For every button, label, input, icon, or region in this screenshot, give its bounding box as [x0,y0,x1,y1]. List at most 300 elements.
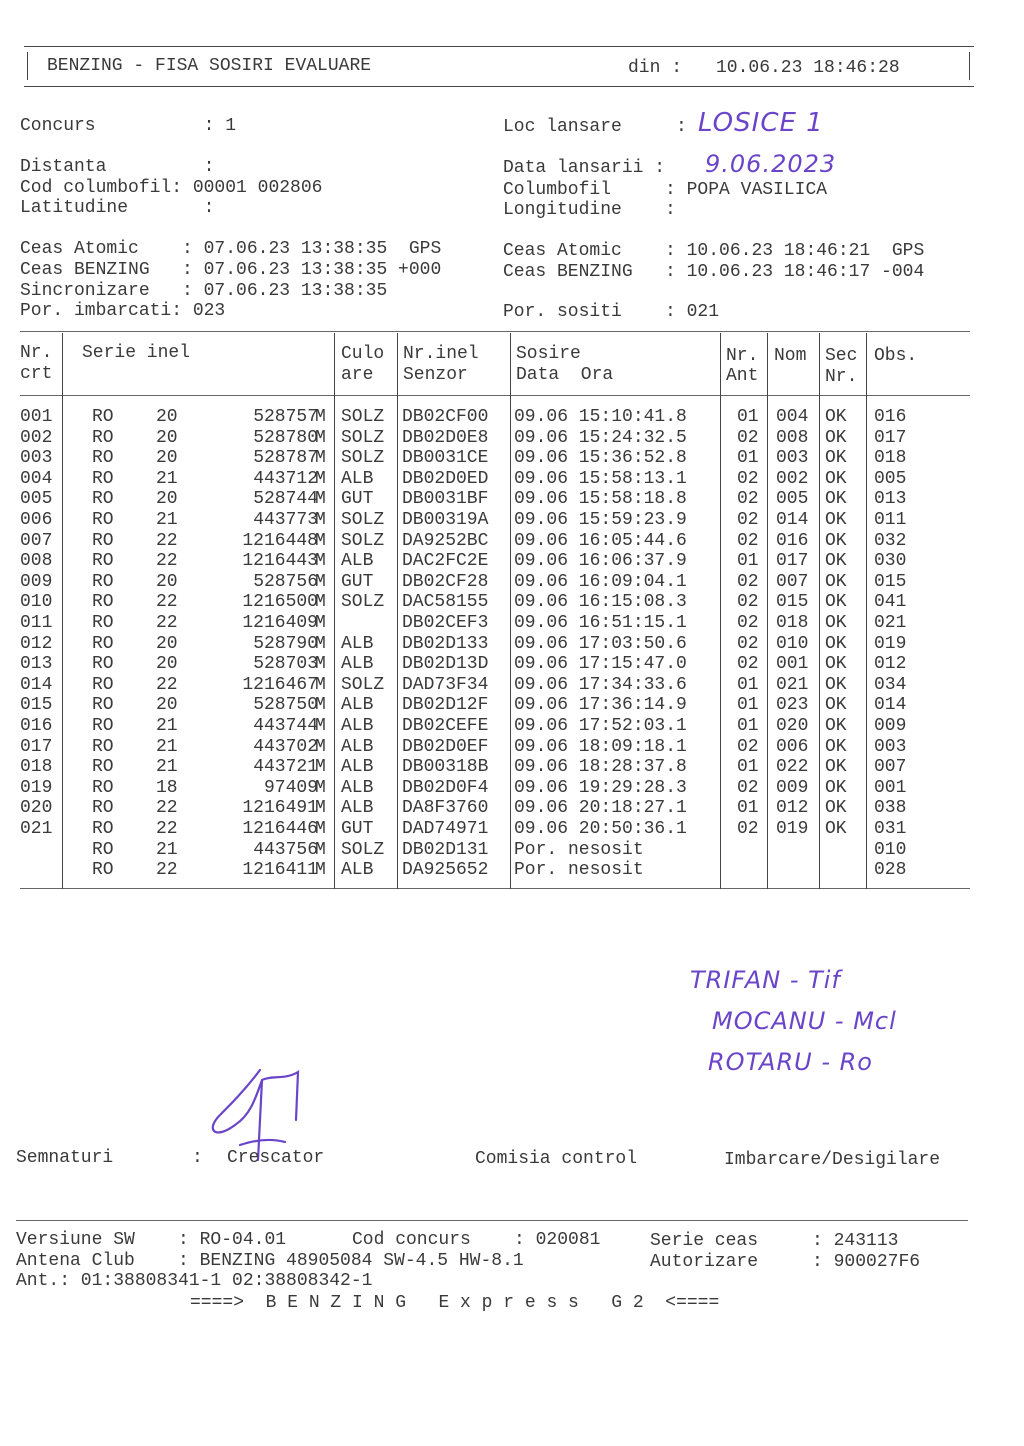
cell-obs: 021 [874,613,907,633]
cell-senzor: DB0031BF [402,489,489,510]
header-nom: Nom [774,346,807,366]
cell-sex: M [315,860,326,881]
cell-tara: RO [92,613,114,633]
cell-sex: M [315,654,326,675]
cell-inel: 1216446 [242,819,318,839]
cell-ant: 01 [737,716,759,736]
table-bottom-rule [20,888,970,889]
cell-nom: 012 [776,798,809,819]
cell-inel: 443721 [253,757,318,778]
cell-obs: 015 [874,571,907,592]
cell-nr: 003 [20,448,53,469]
cell-sec: OK [825,695,847,716]
col-divider [334,333,335,889]
header-nr-crt: Nr. [20,343,53,363]
cell-senzor: DB02D0E8 [402,427,489,448]
cell-tara: RO [92,489,114,510]
cell-ant: 02 [737,489,759,510]
header-senzor: Senzor [403,365,468,385]
serie-ceas: Serie ceas : 243113 [650,1231,899,1251]
cell-nom: 009 [776,777,809,798]
cell-nr: 009 [20,571,53,592]
cell-obs: 005 [874,468,907,489]
cell-cul: ALB [341,468,374,489]
cell-an: 18 [156,777,178,798]
cell-inel: 1216443 [242,551,318,572]
antena-club: Antena Club : BENZING 48905084 SW-4.5 HW-8.1 [16,1251,524,1271]
cell-sosire: 09.06 16:15:08.3 [514,592,687,613]
cell-inel: 1216411 [242,860,318,881]
cell-cul: GUT [341,819,374,839]
cell-nom: 008 [776,427,809,448]
cell-sex: M [315,551,326,572]
cell-cul: ALB [341,860,374,881]
cell-sec: OK [825,716,847,736]
cell-an: 21 [156,510,178,530]
cell-nom: 005 [776,489,809,510]
col-divider [819,333,820,889]
cell-an: 20 [156,571,178,592]
ceas-atomic-start: Ceas Atomic : 07.06.23 13:38:35 GPS [20,239,442,259]
autorizare: Autorizare : 900027F6 [650,1252,921,1272]
cell-sec: OK [825,613,847,633]
cell-an: 22 [156,613,178,633]
cell-ant: 02 [737,633,759,654]
cell-cul: SOLZ [341,839,385,860]
cell-sosire: 09.06 15:59:23.9 [514,510,687,530]
cell-tara: RO [92,860,114,881]
cell-obs: 012 [874,654,907,675]
header-nr-ant: Nr. [726,346,759,366]
cell-senzor: DB02CF28 [402,571,489,592]
distanta-line: Distanta : [20,157,215,177]
cell-cul: GUT [341,571,374,592]
col-divider [866,333,867,889]
header-data-ora: Data Ora [516,365,614,385]
ceas-benzing-end: Ceas BENZING : 10.06.23 18:46:17 -004 [503,262,925,282]
cell-sec: OK [825,674,847,695]
cell-an: 22 [156,674,178,695]
cell-inel: 528703 [253,654,318,675]
cell-tara: RO [92,592,114,613]
cell-nom: 007 [776,571,809,592]
col-divider [62,333,63,889]
header-nr-crt-2: crt [20,364,53,384]
cell-obs: 019 [874,633,907,654]
cell-sosire: 09.06 17:03:50.6 [514,633,687,654]
cell-sosire: 09.06 19:29:28.3 [514,777,687,798]
cell-sec: OK [825,448,847,469]
cell-inel: 443773 [253,510,318,530]
cell-senzor: DB02CF00 [402,407,489,427]
cell-obs: 007 [874,757,907,778]
crescator-label: Crescator [227,1148,325,1168]
cell-inel: 528787 [253,448,318,469]
cell-senzor: DAC2FC2E [402,551,489,572]
cod-concurs: Cod concurs : 020081 [352,1230,601,1250]
cell-cul: ALB [341,716,374,736]
cell-an: 21 [156,839,178,860]
cell-ant: 02 [737,571,759,592]
cell-cul: SOLZ [341,448,385,469]
table-header-rule [20,395,970,396]
cell-inel: 443712 [253,468,318,489]
cell-an: 20 [156,448,178,469]
cell-senzor: DB02D131 [402,839,489,860]
loc-lansare-label: Loc lansare [503,117,622,137]
cell-cul: SOLZ [341,592,385,613]
cell-cul: ALB [341,736,374,757]
cell-senzor: DB02D0EF [402,736,489,757]
cell-obs: 032 [874,530,907,551]
cell-tara: RO [92,819,114,839]
cell-nr: 006 [20,510,53,530]
cell-ant: 02 [737,427,759,448]
cell-tara: RO [92,777,114,798]
cell-sex: M [315,736,326,757]
cell-cul: ALB [341,695,374,716]
header-culoare: Culo [341,344,385,364]
header-sec-nr: Nr. [825,367,858,387]
cell-nom: 006 [776,736,809,757]
cell-senzor: DAD74971 [402,819,489,839]
cell-senzor: DB02D13D [402,654,489,675]
cell-sec: OK [825,633,847,654]
cell-senzor: DA925652 [402,860,489,881]
cell-senzor: DB00318B [402,757,489,778]
cell-senzor: DA9252BC [402,530,489,551]
versiune-sw: Versiune SW : RO-04.01 [16,1230,287,1250]
cell-sosire: 09.06 16:05:44.6 [514,530,687,551]
cell-inel: 1216500 [242,592,318,613]
cell-nom: 019 [776,819,809,839]
cell-obs: 018 [874,448,907,469]
cell-sex: M [315,674,326,695]
cell-nom: 022 [776,757,809,778]
cell-cul: SOLZ [341,674,385,695]
cell-sosire: 09.06 18:28:37.8 [514,757,687,778]
col-divider [767,333,768,889]
cell-cul: SOLZ [341,530,385,551]
handwritten-name: ROTARU - Ro [708,1048,873,1076]
header-culoare-2: are [341,365,374,385]
cell-sex: M [315,489,326,510]
cell-inel: 528757 [253,407,318,427]
cell-inel: 528756 [253,571,318,592]
cell-sosire: 09.06 15:24:32.5 [514,427,687,448]
cell-senzor: DB02CEF3 [402,613,489,633]
cell-nr: 008 [20,551,53,572]
cell-cul: SOLZ [341,510,385,530]
header-sosire: Sosire [516,344,581,364]
por-imbarcati-line: Por. imbarcati: 023 [20,301,226,321]
cell-ant: 02 [737,613,759,633]
cell-nr: 021 [20,819,53,839]
cell-cul: ALB [341,777,374,798]
footer-rule [16,1220,968,1221]
cell-nr: 011 [20,613,53,633]
cell-sosire: Por. nesosit [514,839,644,860]
cell-nr: 020 [20,798,53,819]
cell-ant: 01 [737,695,759,716]
cell-tara: RO [92,448,114,469]
cell-an: 22 [156,551,178,572]
cell-ant: 01 [737,798,759,819]
cell-nom: 010 [776,633,809,654]
cell-obs: 038 [874,798,907,819]
comisia-control-label: Comisia control [475,1149,638,1169]
cell-obs: 016 [874,407,907,427]
cell-nr: 014 [20,674,53,695]
cell-inel: 528750 [253,695,318,716]
cell-inel: 443744 [253,716,318,736]
cell-senzor: DB02CEFE [402,716,489,736]
cell-sex: M [315,407,326,427]
cell-ant: 02 [737,736,759,757]
cell-ant: 01 [737,757,759,778]
cell-nr: 016 [20,716,53,736]
cell-sec: OK [825,468,847,489]
report-title: BENZING - FISA SOSIRI EVALUARE [47,56,372,76]
cell-ant: 02 [737,777,759,798]
cell-sec: OK [825,757,847,778]
cell-sex: M [315,757,326,778]
cell-tara: RO [92,839,114,860]
data-lansarii-handwritten: 9.06.2023 [705,150,837,178]
cell-sosire: 09.06 15:10:41.8 [514,407,687,427]
cell-sosire: 09.06 20:50:36.1 [514,819,687,839]
cell-senzor: DB02D12F [402,695,489,716]
header-nr-inel: Nr.inel [403,344,479,364]
cell-sex: M [315,510,326,530]
cell-obs: 034 [874,674,907,695]
cell-nr: 005 [20,489,53,510]
col-divider [510,333,511,889]
cell-an: 22 [156,819,178,839]
cell-sec: OK [825,427,847,448]
cell-sosire: 09.06 16:06:37.9 [514,551,687,572]
cell-sec: OK [825,798,847,819]
cell-sosire: 09.06 18:09:18.1 [514,736,687,757]
header-ant: Ant [726,366,759,386]
cell-nr: 015 [20,695,53,716]
cell-obs: 031 [874,819,907,839]
cell-sex: M [315,613,326,633]
cell-ant: 02 [737,510,759,530]
loc-lansare-handwritten: LOSICE 1 [698,108,824,138]
cell-senzor: DAD73F34 [402,674,489,695]
cell-an: 21 [156,716,178,736]
cell-sosire: 09.06 17:52:03.1 [514,716,687,736]
cell-cul: ALB [341,654,374,675]
cell-ant: 01 [737,448,759,469]
cell-senzor: DAC58155 [402,592,489,613]
cell-nom: 004 [776,407,809,427]
cell-ant: 01 [737,674,759,695]
cell-sex: M [315,839,326,860]
cell-sex: M [315,716,326,736]
cell-inel: 1216491 [242,798,318,819]
cell-tara: RO [92,468,114,489]
cell-an: 20 [156,654,178,675]
cell-obs: 017 [874,427,907,448]
cell-obs: 003 [874,736,907,757]
cell-sosire: 09.06 15:58:13.1 [514,468,687,489]
imbarcare-label: Imbarcare/Desigilare [724,1150,941,1170]
cell-sex: M [315,448,326,469]
cell-ant: 01 [737,551,759,572]
cell-sex: M [315,571,326,592]
cell-sec: OK [825,530,847,551]
cell-tara: RO [92,674,114,695]
cell-nr: 004 [20,468,53,489]
cell-nr: 010 [20,592,53,613]
cell-sex: M [315,530,326,551]
longitudine-line: Longitudine : [503,200,676,220]
cell-an: 21 [156,736,178,757]
cell-an: 20 [156,427,178,448]
col-divider [720,333,721,889]
header-sec: Sec [825,346,858,366]
cell-an: 22 [156,592,178,613]
cell-cul: ALB [341,798,374,819]
cell-tara: RO [92,716,114,736]
cell-ant: 02 [737,468,759,489]
cell-inel: 528780 [253,427,318,448]
cell-ant: 02 [737,819,759,839]
cell-tara: RO [92,530,114,551]
table-top-rule [20,331,970,332]
cell-sosire: Por. nesosit [514,860,644,881]
cell-inel: 443702 [253,736,318,757]
cell-nom: 020 [776,716,809,736]
cell-inel: 528744 [253,489,318,510]
cell-sec: OK [825,407,847,427]
cell-obs: 009 [874,716,907,736]
cell-an: 22 [156,798,178,819]
cell-nom: 018 [776,613,809,633]
semnaturi-colon: : [192,1148,203,1168]
cell-inel: 528790 [253,633,318,654]
cell-nr: 007 [20,530,53,551]
cell-tara: RO [92,633,114,654]
cell-obs: 001 [874,777,907,798]
cell-tara: RO [92,654,114,675]
loc-lansare-colon: : [676,117,687,137]
cell-cul: ALB [341,551,374,572]
cell-sex: M [315,798,326,819]
cell-nom: 002 [776,468,809,489]
ceas-benzing-start: Ceas BENZING : 07.06.23 13:38:35 +000 [20,260,442,280]
concurs-line: Concurs : 1 [20,116,237,136]
cell-nr: 001 [20,407,53,427]
cell-nr: 017 [20,736,53,757]
cell-sec: OK [825,510,847,530]
cell-sex: M [315,777,326,798]
cell-tara: RO [92,427,114,448]
cell-obs: 011 [874,510,907,530]
cell-senzor: DB00319A [402,510,489,530]
cell-nr: 012 [20,633,53,654]
cell-inel: 1216467 [242,674,318,695]
report-datetime: 10.06.23 18:46:28 [716,58,900,78]
cell-an: 20 [156,633,178,654]
cell-sex: M [315,819,326,839]
cell-sosire: 09.06 17:36:14.9 [514,695,687,716]
cell-ant: 02 [737,530,759,551]
cell-sosire: 09.06 16:51:15.1 [514,613,687,633]
por-sositi-line: Por. sositi : 021 [503,302,720,322]
cell-sec: OK [825,654,847,675]
cell-tara: RO [92,510,114,530]
cell-ant: 01 [737,407,759,427]
cell-obs: 030 [874,551,907,572]
ceas-atomic-end: Ceas Atomic : 10.06.23 18:46:21 GPS [503,241,925,261]
col-divider [397,333,398,889]
cell-sosire: 09.06 20:18:27.1 [514,798,687,819]
cell-an: 20 [156,695,178,716]
header-serie-inel: Serie inel [82,343,191,363]
cell-senzor: DB02D0ED [402,468,489,489]
cell-obs: 041 [874,592,907,613]
cell-inel: 1216448 [242,530,318,551]
cell-obs: 013 [874,489,907,510]
cell-an: 20 [156,407,178,427]
cell-sosire: 09.06 17:15:47.0 [514,654,687,675]
cell-senzor: DB02D0F4 [402,777,489,798]
cell-an: 22 [156,860,178,881]
columbofil-line: Columbofil : POPA VASILICA [503,180,828,200]
cell-obs: 010 [874,839,907,860]
cell-sec: OK [825,551,847,572]
semnaturi-label: Semnaturi [16,1148,114,1168]
cell-senzor: DB0031CE [402,448,489,469]
cell-ant: 02 [737,592,759,613]
cell-nom: 021 [776,674,809,695]
cell-tara: RO [92,798,114,819]
cell-nr: 013 [20,654,53,675]
cell-sosire: 09.06 17:34:33.6 [514,674,687,695]
cell-nom: 023 [776,695,809,716]
cell-senzor: DA8F3760 [402,798,489,819]
cell-nom: 001 [776,654,809,675]
cell-ant: 02 [737,654,759,675]
cell-sec: OK [825,736,847,757]
antenna-ids: Ant.: 01:38808341-1 02:38808342-1 [16,1271,373,1291]
cell-sosire: 09.06 15:36:52.8 [514,448,687,469]
cell-nom: 003 [776,448,809,469]
cell-sec: OK [825,571,847,592]
cell-tara: RO [92,571,114,592]
cell-nom: 017 [776,551,809,572]
cell-sex: M [315,695,326,716]
cell-sec: OK [825,592,847,613]
din-label: din : [628,58,683,78]
handwritten-name: TRIFAN - Tif [690,966,841,994]
cell-sex: M [315,633,326,654]
cell-sec: OK [825,777,847,798]
benzing-express-banner: ====> B E N Z I N G E x p r e s s G 2 <==== [190,1293,720,1313]
cell-an: 21 [156,468,178,489]
cod-columbofil-line: Cod columbofil: 00001 002806 [20,178,323,198]
cell-tara: RO [92,695,114,716]
cell-nr: 019 [20,777,53,798]
cell-an: 20 [156,489,178,510]
cell-an: 21 [156,757,178,778]
latitudine-line: Latitudine : [20,198,215,218]
cell-sec: OK [825,819,847,839]
cell-cul: ALB [341,633,374,654]
